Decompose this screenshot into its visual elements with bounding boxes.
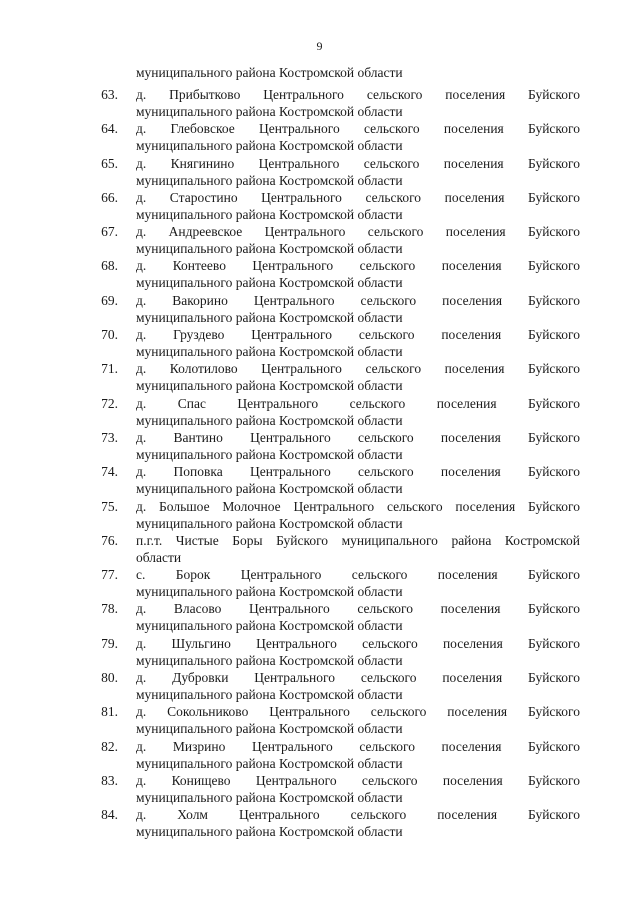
item-text-line-1: д. Дубровки Центрального сельского поселения Буйского bbox=[136, 670, 580, 686]
list-item bbox=[0, 532, 639, 566]
item-text-line-1: д. Шульгино Центрального сельского поселения Буйского bbox=[136, 635, 580, 651]
item-text-line-2: муниципального района Костромской области bbox=[136, 344, 403, 360]
item-text-line-2: муниципального района Костромской области bbox=[136, 652, 403, 668]
item-text-line-1: д. Холм Центрального сельского поселения Буйского bbox=[136, 807, 580, 823]
item-number: 65. bbox=[101, 155, 118, 171]
item-text-line-2: муниципального района Костромской области bbox=[136, 172, 403, 188]
item-text-line-2: муниципального района Костромской области bbox=[136, 618, 403, 634]
item-text-line-1: д. Колотилово Центрального сельского поселения Буйского bbox=[136, 361, 580, 377]
item-text-line-2: муниципального района Костромской области bbox=[136, 824, 403, 840]
item-text-line-1: д. Контеево Центрального сельского поселения Буйского bbox=[136, 258, 580, 274]
list-item bbox=[0, 703, 639, 737]
item-text-line-1: д. Поповка Центрального сельского поселения Буйского bbox=[136, 464, 580, 480]
item-number: 79. bbox=[101, 635, 118, 651]
item-number: 80. bbox=[101, 670, 118, 686]
list-item bbox=[0, 498, 639, 532]
item-text-line-2: муниципального района Костромской области bbox=[136, 104, 403, 119]
item-text-line-1: д. Андреевское Центрального сельского поселения Буйского bbox=[136, 224, 580, 240]
item-number: 84. bbox=[101, 807, 118, 823]
list-item bbox=[0, 292, 639, 326]
item-text-line-1: д. Вакорино Центрального сельского поселения Буйского bbox=[136, 292, 580, 308]
item-text-line-1: д. Мизрино Центрального сельского поселения Буйского bbox=[136, 738, 580, 754]
item-text-line-2: муниципального района Костромской области bbox=[136, 515, 403, 531]
list-item bbox=[0, 326, 639, 360]
item-text-line-1: д. Старостино Центрального сельского поселения Буйского bbox=[136, 189, 580, 205]
item-number: 74. bbox=[101, 464, 118, 480]
item-text-line-1: д. Княгинино Центрального сельского поселения Буйского bbox=[136, 155, 580, 171]
item-text-line-2: муниципального района Костромской области bbox=[136, 275, 403, 291]
list-item bbox=[0, 429, 639, 463]
list-item bbox=[0, 738, 639, 772]
item-number: 72. bbox=[101, 395, 118, 411]
item-text-line-2: муниципального района Костромской области bbox=[136, 721, 403, 737]
list-item bbox=[0, 395, 639, 429]
settlement-list bbox=[0, 86, 639, 841]
item-number: 66. bbox=[101, 189, 118, 205]
list-item bbox=[0, 155, 639, 189]
item-text-line-2: муниципального района Костромской области bbox=[136, 309, 403, 325]
list-item bbox=[0, 223, 639, 257]
list-item bbox=[0, 463, 639, 497]
item-text-line-2: муниципального района Костромской области bbox=[136, 138, 403, 154]
item-number: 63. bbox=[101, 87, 118, 102]
item-text-line-2: муниципального района Костромской области bbox=[136, 412, 403, 428]
item-text-line-2: муниципального района Костромской области bbox=[136, 481, 403, 497]
page-number: 9 bbox=[316, 39, 323, 53]
list-item bbox=[0, 772, 639, 806]
item-number: 68. bbox=[101, 258, 118, 274]
item-text-line-1: д. Вантино Центрального сельского поселения Буйского bbox=[136, 429, 580, 445]
list-item bbox=[0, 566, 639, 600]
item-text-line-2: муниципального района Костромской области bbox=[136, 789, 403, 805]
item-number: 69. bbox=[101, 292, 118, 308]
list-item bbox=[0, 189, 639, 223]
item-number: 76. bbox=[101, 532, 118, 548]
item-text-line-1: д. Конищево Центрального сельского поселения Буйского bbox=[136, 772, 580, 788]
item-text-line-1: п.г.т. Чистые Боры Буйского муниципального района Костромской bbox=[136, 532, 580, 548]
list-item bbox=[0, 669, 639, 703]
item-number: 83. bbox=[101, 772, 118, 788]
item-number: 71. bbox=[101, 361, 118, 377]
list-item bbox=[0, 806, 639, 840]
item-text-line-1: д. Спас Центрального сельского поселения Буйского bbox=[136, 395, 580, 411]
item-text-line-2: муниципального района Костромской области bbox=[136, 241, 403, 257]
item-number: 64. bbox=[101, 121, 118, 137]
item-text-line-1: с. Борок Центрального сельского поселения Буйского bbox=[136, 567, 580, 583]
list-item bbox=[0, 635, 639, 669]
item-text-line-2: муниципального района Костромской области bbox=[136, 446, 403, 462]
continuation-line: муниципального района Костромской области bbox=[136, 65, 403, 80]
item-text-line-1: д. Власово Центрального сельского поселения Буйского bbox=[136, 601, 580, 617]
item-text-line-2: муниципального района Костромской области bbox=[136, 206, 403, 222]
item-text-line-1: д. Большое Молочное Центрального сельского поселения Буйского bbox=[136, 498, 580, 514]
item-text-line-1: д. Груздево Центрального сельского поселения Буйского bbox=[136, 327, 580, 343]
item-number: 81. bbox=[101, 704, 118, 720]
item-text-line-2: муниципального района Костромской области bbox=[136, 755, 403, 771]
item-number: 77. bbox=[101, 567, 118, 583]
item-number: 67. bbox=[101, 224, 118, 240]
item-text-line-1: д. Сокольниково Центрального сельского поселения Буйского bbox=[136, 704, 580, 720]
item-text-line-2: муниципального района Костромской области bbox=[136, 687, 403, 703]
list-item bbox=[0, 600, 639, 634]
list-item bbox=[0, 120, 639, 154]
item-text-line-2: муниципального района Костромской области bbox=[136, 378, 403, 394]
item-text-line-2: области bbox=[136, 549, 182, 565]
item-text-line-1: д. Глебовское Центрального сельского поселения Буйского bbox=[136, 121, 580, 137]
item-number: 73. bbox=[101, 429, 118, 445]
list-item bbox=[0, 86, 639, 120]
item-number: 78. bbox=[101, 601, 118, 617]
item-text-line-1: д. Прибытково Центрального сельского поселения Буйского bbox=[136, 87, 580, 102]
item-text-line-2: муниципального района Костромской области bbox=[136, 584, 403, 600]
item-number: 82. bbox=[101, 738, 118, 754]
item-number: 70. bbox=[101, 327, 118, 343]
list-item bbox=[0, 257, 639, 291]
item-number: 75. bbox=[101, 498, 118, 514]
list-item bbox=[0, 360, 639, 394]
